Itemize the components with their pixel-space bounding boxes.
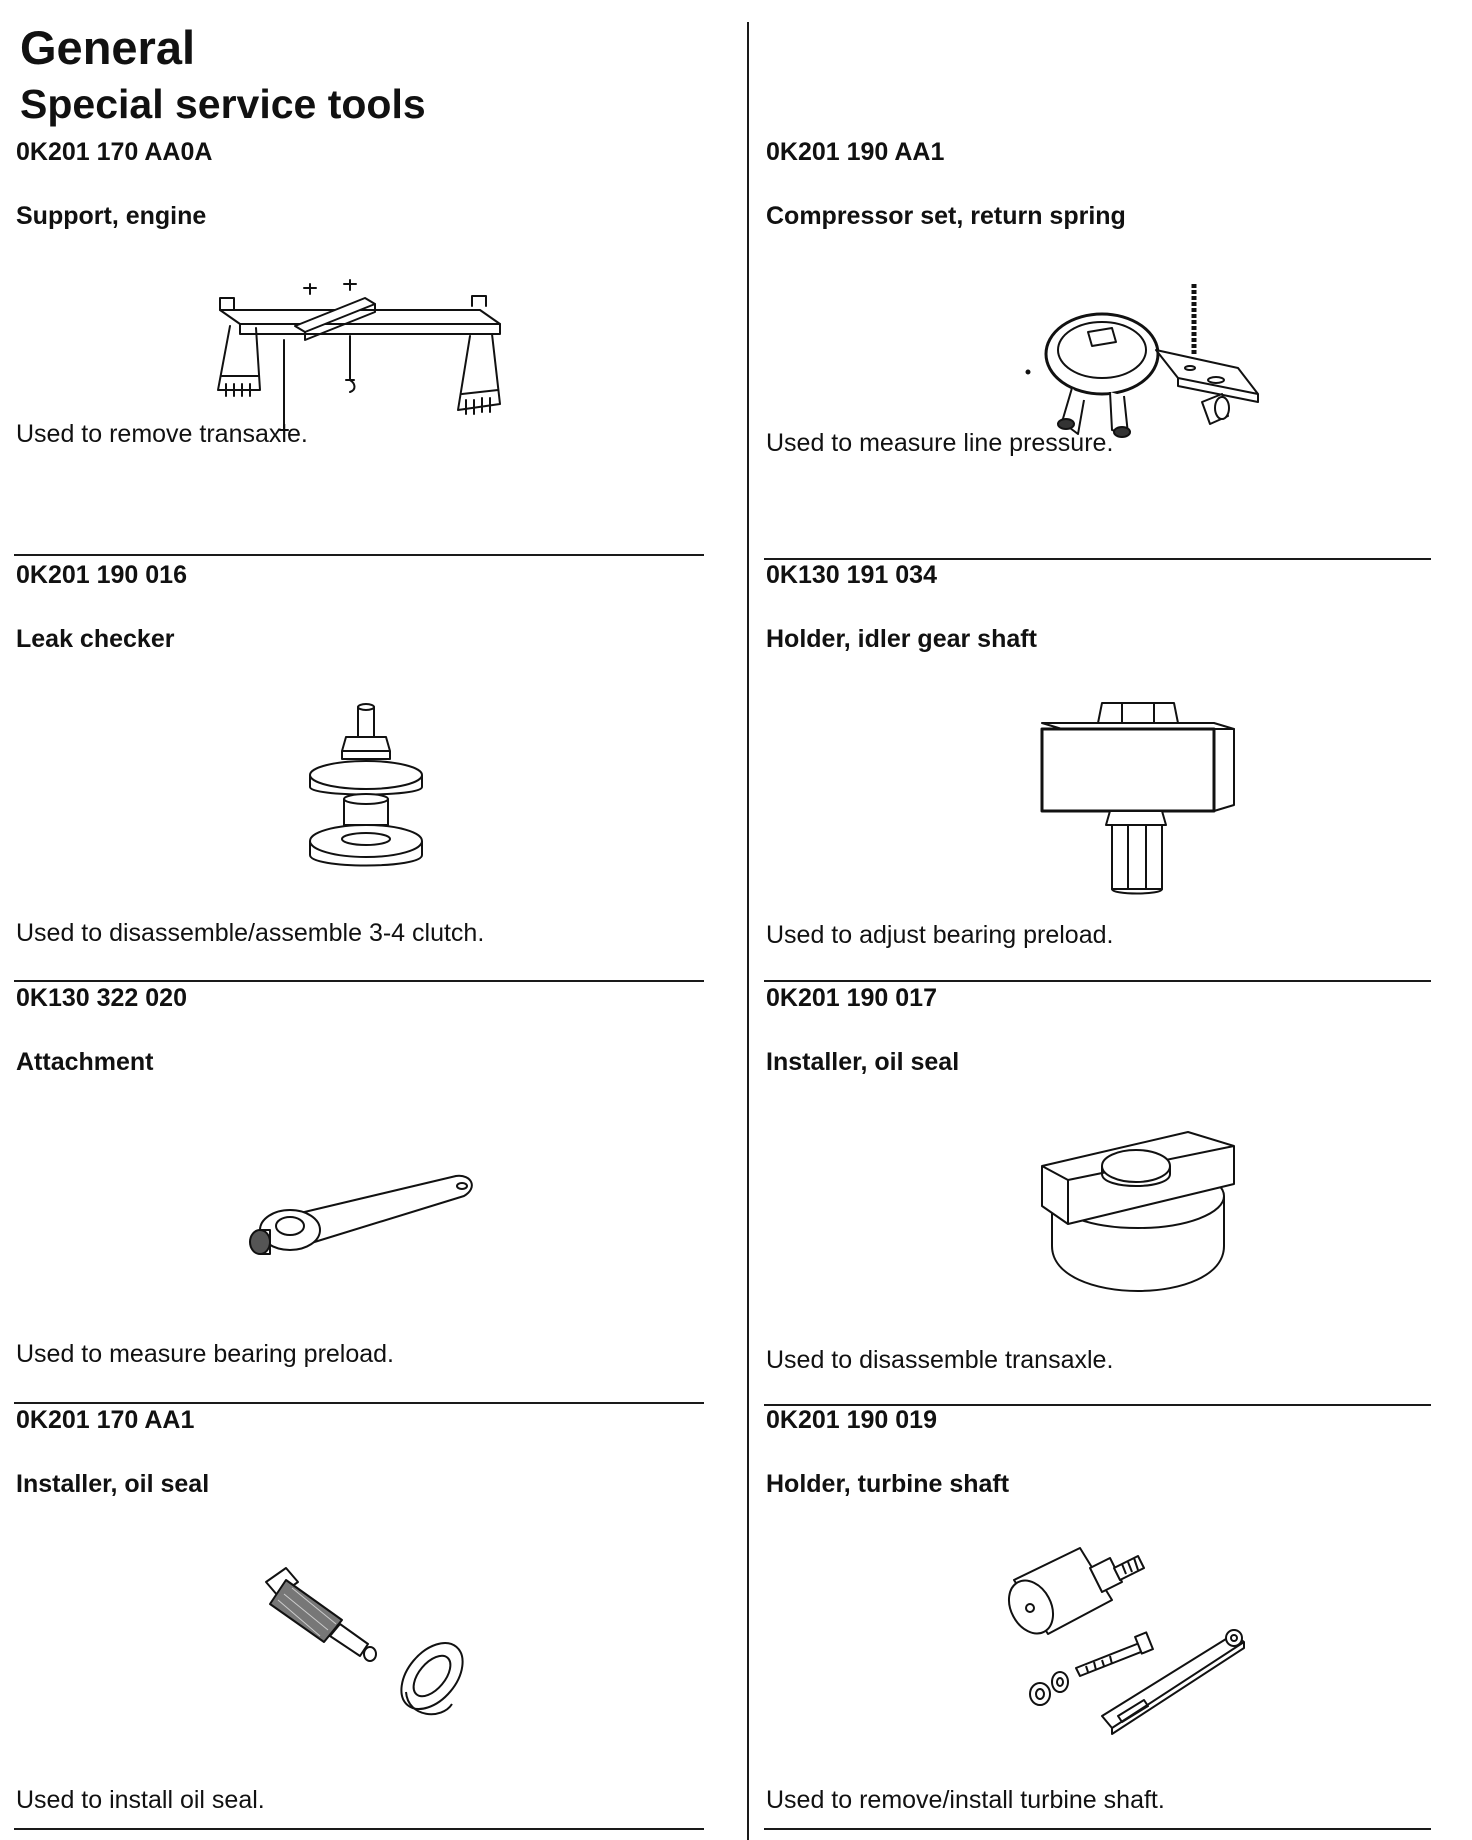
- usage-text: Used to remove/install turbine shaft.: [766, 1786, 1165, 1814]
- part-number: 0K130 322 020: [16, 984, 187, 1012]
- idler-gear-holder-icon: [1038, 699, 1238, 899]
- oil-seal-installer-icon: [256, 1558, 472, 1718]
- part-number: 0K201 190 016: [16, 561, 187, 589]
- part-number: 0K201 170 AA0A: [16, 138, 213, 166]
- page-subtitle: Special service tools: [20, 81, 426, 127]
- usage-text: Used to measure bearing preload.: [16, 1340, 395, 1368]
- usage-text: Used to install oil seal.: [16, 1786, 265, 1814]
- leak-checker-icon: [302, 703, 430, 883]
- entry-divider: [764, 980, 1431, 982]
- entry-divider: [764, 1828, 1431, 1830]
- entry-divider: [14, 980, 704, 982]
- part-number: 0K201 190 AA1: [766, 138, 945, 166]
- entry-divider: [14, 1402, 704, 1404]
- tool-name: Attachment: [16, 1048, 154, 1076]
- tool-name: Holder, idler gear shaft: [766, 625, 1037, 653]
- usage-text: Used to measure line pressure.: [766, 429, 1114, 457]
- tool-name: Leak checker: [16, 625, 175, 653]
- usage-text: Used to adjust bearing preload.: [766, 921, 1114, 949]
- right-tool-column: [750, 0, 1472, 1840]
- tool-name: Compressor set, return spring: [766, 202, 1126, 230]
- part-number: 0K201 190 019: [766, 1406, 937, 1434]
- entry-divider: [14, 1828, 704, 1830]
- part-number: 0K201 190 017: [766, 984, 937, 1012]
- usage-text: Used to disassemble/assemble 3-4 clutch.: [16, 919, 485, 947]
- oil-seal-installer-cup-icon: [1038, 1126, 1238, 1296]
- tool-name: Support, engine: [16, 202, 207, 230]
- page-title: General: [20, 21, 196, 74]
- tool-name: Installer, oil seal: [16, 1470, 210, 1498]
- column-divider: [747, 22, 749, 1840]
- usage-text: Used to remove transaxle.: [16, 420, 308, 448]
- entry-divider: [14, 554, 704, 556]
- engine-support-icon: [200, 280, 520, 440]
- turbine-shaft-holder-icon: [994, 1538, 1278, 1738]
- part-number: 0K130 191 034: [766, 561, 937, 589]
- tool-name: Holder, turbine shaft: [766, 1470, 1010, 1498]
- usage-text: Used to disassemble transaxle.: [766, 1346, 1114, 1374]
- tool-name: Installer, oil seal: [766, 1048, 960, 1076]
- entry-divider: [764, 558, 1431, 560]
- attachment-wrench-icon: [246, 1170, 482, 1270]
- part-number: 0K201 170 AA1: [16, 1406, 195, 1434]
